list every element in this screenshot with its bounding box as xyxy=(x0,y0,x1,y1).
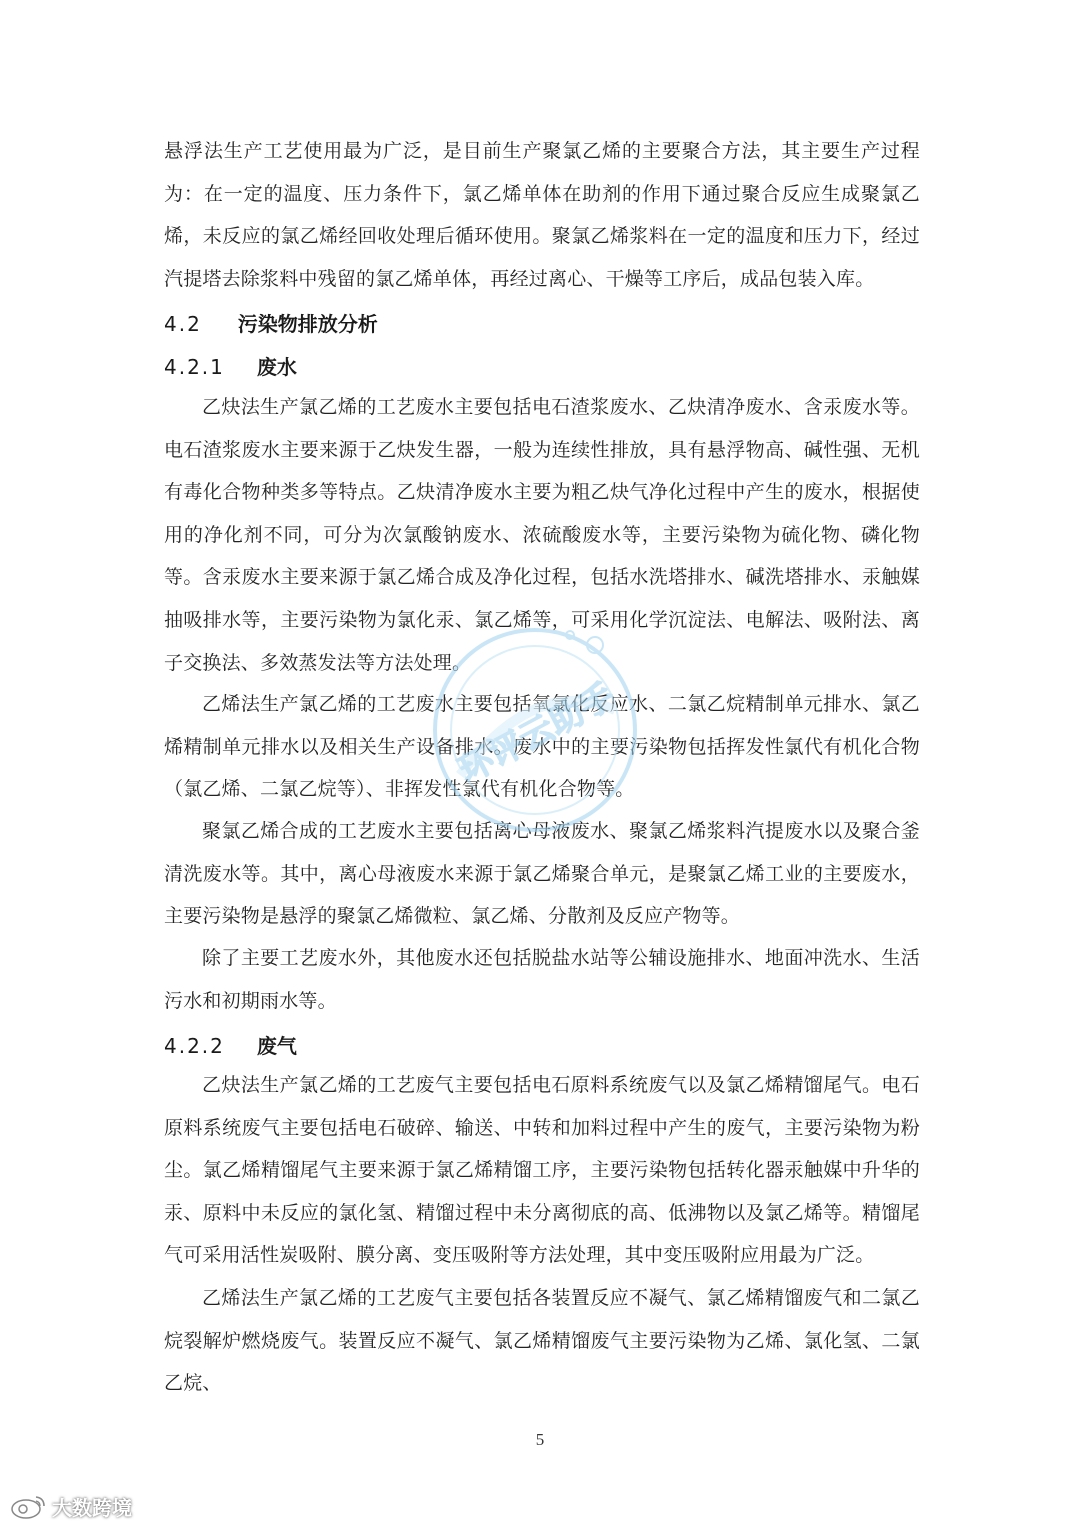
weibo-logo-icon xyxy=(8,1493,48,1519)
paragraph-text: 乙烯法生产氯乙烯的工艺废气主要包括各装置反应不凝气、氯乙烯精馏废气和二氯乙烷裂解炉燃烧废气。装置反应不凝气、氯乙烯精馏废气主要污染物为乙烯、氯化氢、二氯乙烷、 xyxy=(164,1287,920,1395)
section-title: 污染物排放分析 xyxy=(237,312,378,336)
section-number: 4.2 xyxy=(164,312,202,336)
seal-text: 环评云助手 xyxy=(452,675,622,792)
paragraph-text: 乙烯法生产氯乙烯的工艺废水主要包括氧氯化反应水、二氯乙烷精制单元排水、氯乙烯精制单元排水以及相关生产设备排水。废水中的主要污染物包括挥发性氯代有机化合物（氯乙烯、二氯乙烷等）、非挥发性氯代有机化合物等。 xyxy=(164,693,920,801)
section-heading-4-2-1 xyxy=(164,351,297,380)
page-number: 5 xyxy=(535,1430,545,1449)
corner-watermark xyxy=(8,1492,132,1520)
paragraph-other-wastewater xyxy=(164,937,920,1022)
corner-watermark-text: 大数跨境 xyxy=(52,1495,132,1520)
paragraph-text: 除了主要工艺废水外，其他废水还包括脱盐水站等公辅设施排水、地面冲洗水、生活污水和初期雨水等。 xyxy=(164,947,920,1012)
section-title: 废气 xyxy=(256,1034,297,1058)
section-number: 4.2.1 xyxy=(164,355,225,379)
paragraph-acetylene-exhaust xyxy=(164,1064,920,1277)
section-heading-4-2-2 xyxy=(164,1030,297,1059)
paragraph-text: 乙炔法生产氯乙烯的工艺废气主要包括电石原料系统废气以及氯乙烯精馏尾气。电石原料系统废气主要包括电石破碎、输送、中转和加料过程中产生的废气，主要污染物为粉尘。氯乙烯精馏尾气主要来源于氯乙烯精馏工序，主要污染物包括转化器汞触媒中升华的汞、原料中未反应的氯化氢、精馏过程中未分离彻底的高、低沸物以及氯乙烯等。精馏尾气可采用活性炭吸附、膜分离、变压吸附等方法处理，其中变压吸附应用最为广泛。 xyxy=(164,1074,920,1267)
paragraph-ethylene-exhaust xyxy=(164,1277,920,1405)
section-number: 4.2.2 xyxy=(164,1034,225,1058)
seal-watermark-icon xyxy=(420,615,650,845)
paragraph-text: 聚氯乙烯合成的工艺废水主要包括离心母液废水、聚氯乙烯浆料汽提废水以及聚合釜清洗废水等。其中，离心母液废水来源于氯乙烯聚合单元，是聚氯乙烯工业的主要废水，主要污染物是悬浮的聚氯乙烯微粒、氯乙烯、分散剂及反应产物等。 xyxy=(164,820,920,928)
paragraph-text: 乙炔法生产氯乙烯的工艺废水主要包括电石渣浆废水、乙炔清净废水、含汞废水等。电石渣浆废水主要来源于乙炔发生器，一般为连续性排放，具有悬浮物高、碱性强、无机有毒化合物种类多等特点。乙炔清净废水主要为粗乙炔气净化过程中产生的废水，根据使用的净化剂不同，可分为次氯酸钠废水、浓硫酸废水等，主要污染物为硫化物、磷化物等。含汞废水主要来源于氯乙烯合成及净化过程，包括水洗塔排水、碱洗塔排水、汞触媒抽吸排水等，主要污染物为氯化汞、氯乙烯等，可采用化学沉淀法、电解法、吸附法、离子交换法、多效蒸发法等方法处理。 xyxy=(164,396,920,674)
section-heading-4-2 xyxy=(164,308,378,337)
paragraph-text: 悬浮法生产工艺使用最为广泛，是目前生产聚氯乙烯的主要聚合方法，其主要生产过程为：在一定的温度、压力条件下，氯乙烯单体在助剂的作用下通过聚合反应生成聚氯乙烯，未反应的氯乙烯经回收处理后循环使用。聚氯乙烯浆料在一定的温度和压力下，经过汽提塔去除浆料中残留的氯乙烯单体，再经过离心、干燥等工序后，成品包装入库。 xyxy=(164,140,920,290)
section-title: 废水 xyxy=(256,355,297,379)
paragraph-intro xyxy=(164,130,920,300)
